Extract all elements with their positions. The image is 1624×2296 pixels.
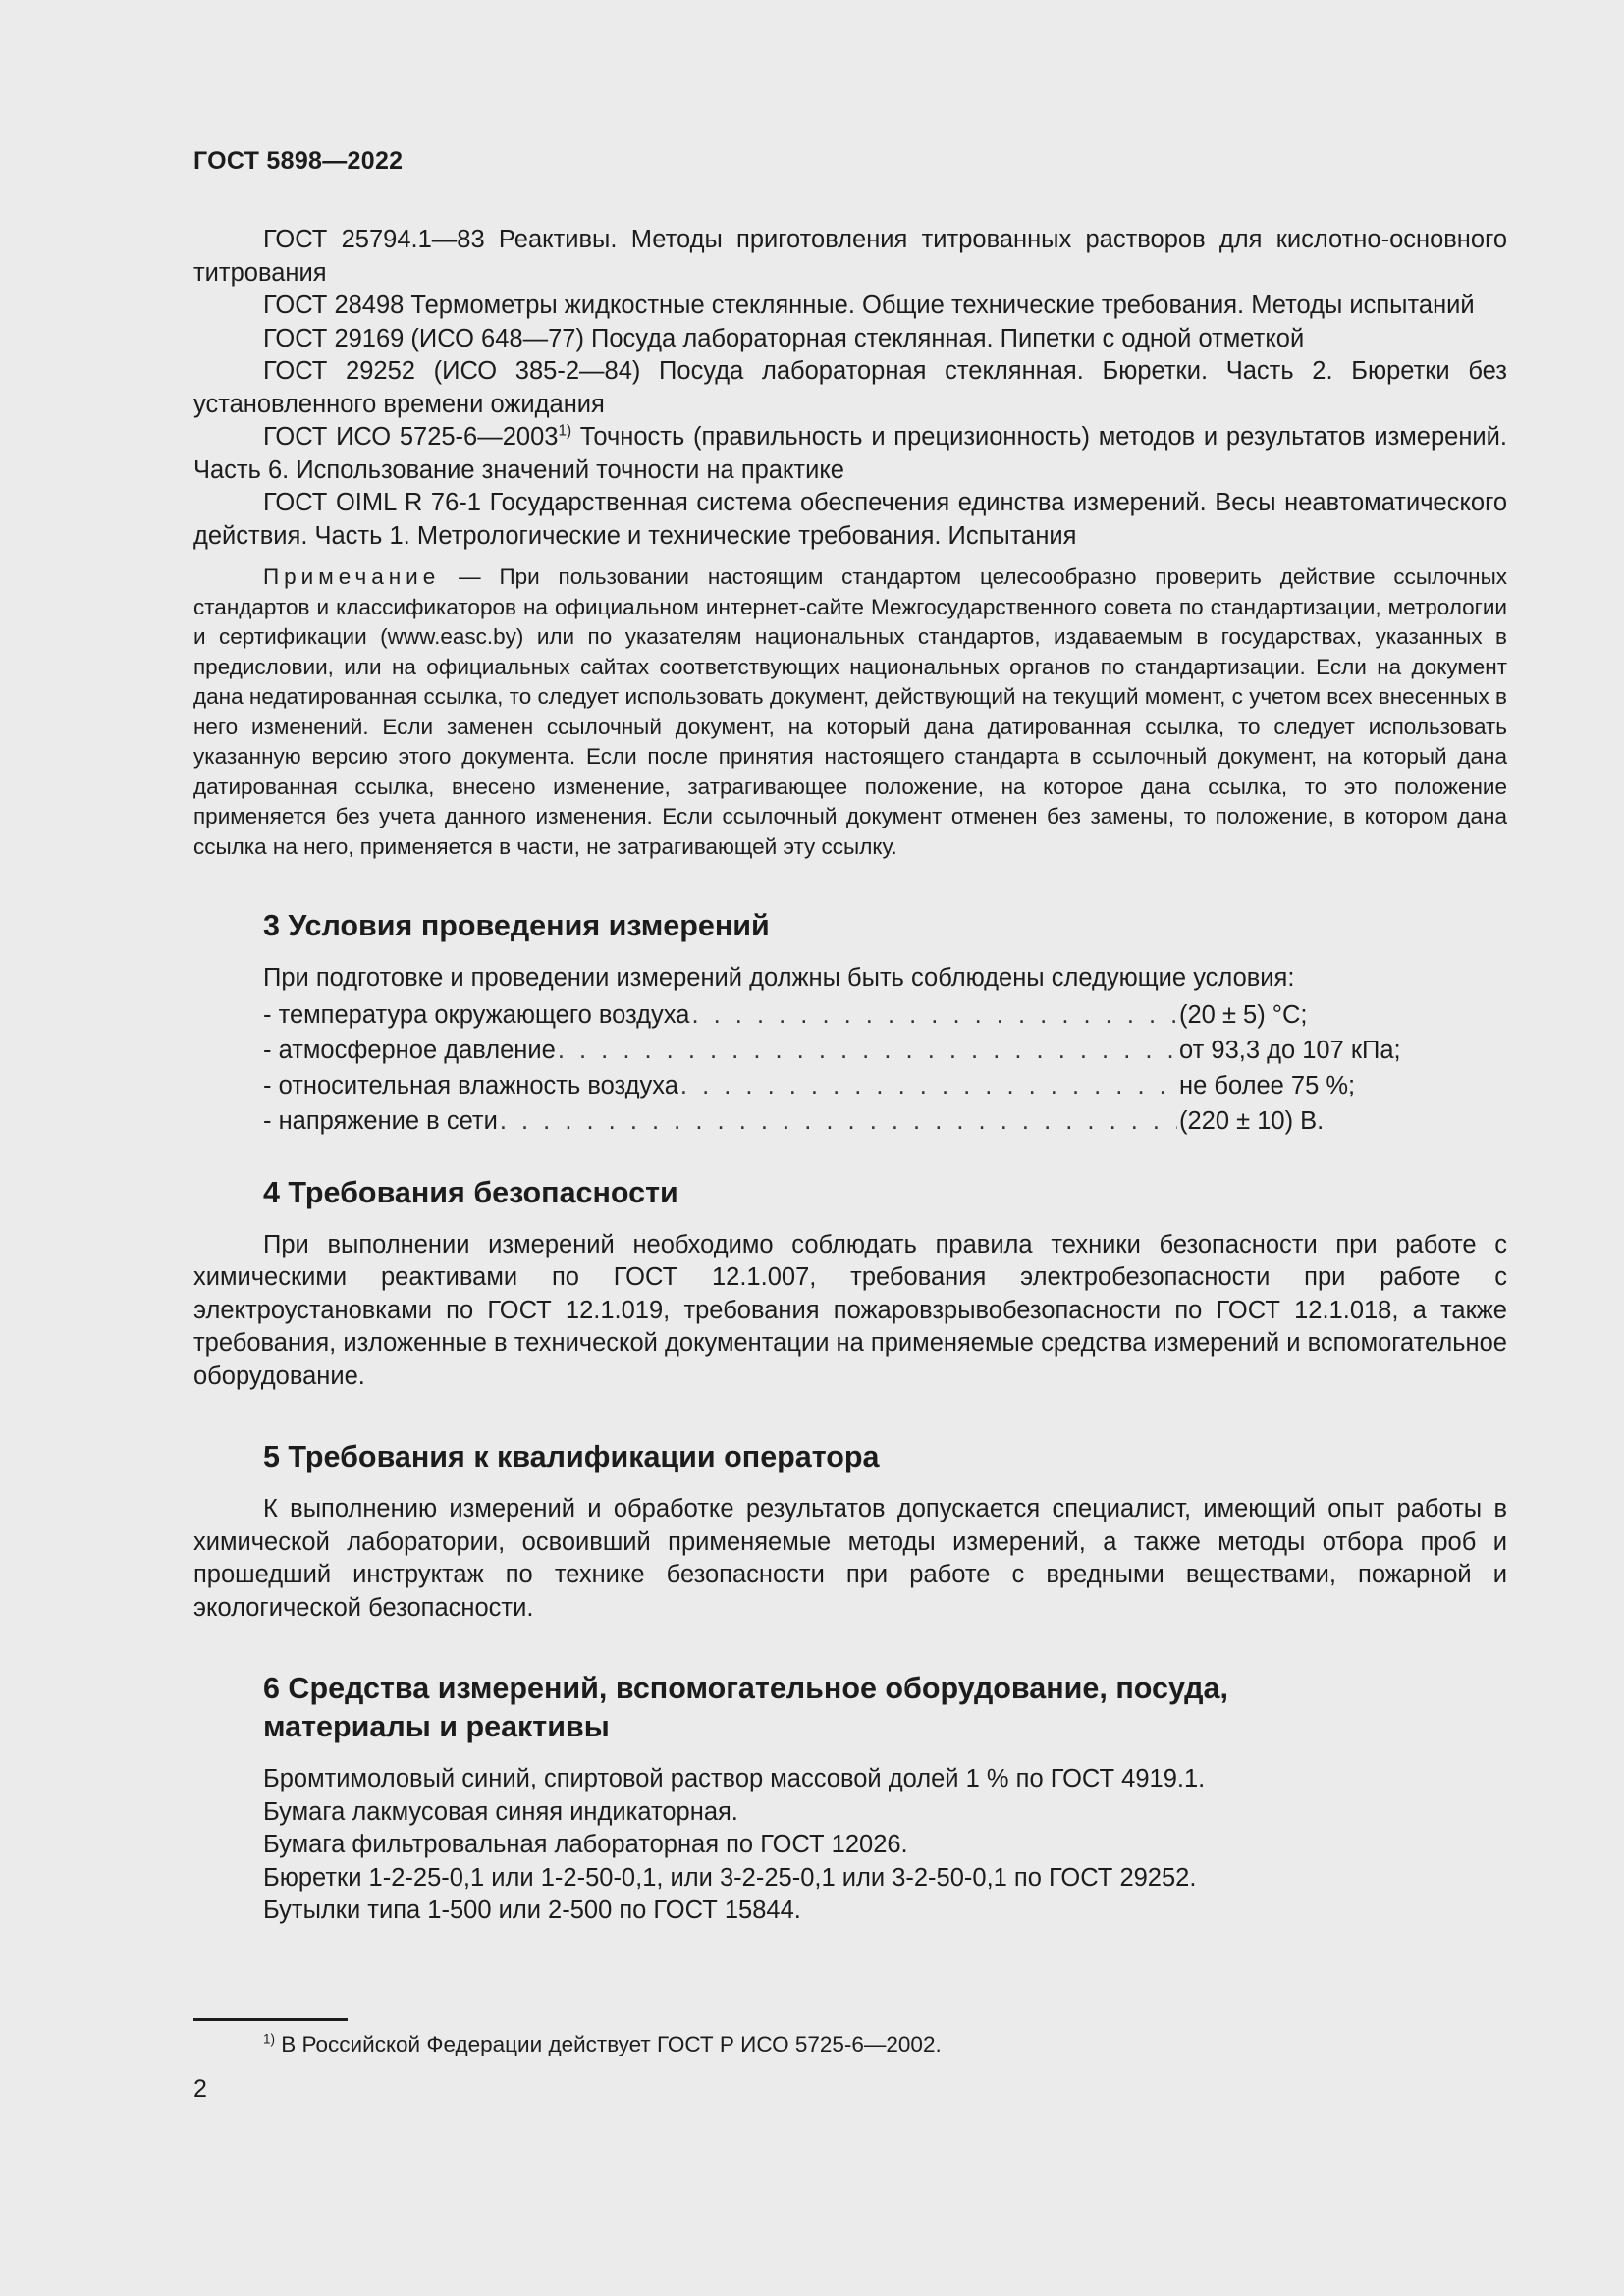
section-heading-3: 3 Условия проведения измерений	[263, 909, 770, 942]
condition-value: (220 ± 10) В.	[1179, 1106, 1325, 1135]
reference-entry: ГОСТ 25794.1—83 Реактивы. Методы приготовления титрованных растворов для кислотно-основного титрования	[193, 226, 1507, 287]
footnote-ref[interactable]: 1)	[558, 422, 572, 440]
material-item: Бюретки 1-2-25-0,1 или 1-2-50-0,1, или 3-2-25-0,1 или 3-2-50-0,1 по ГОСТ 29252.	[263, 1863, 1197, 1892]
footnote-text: В Российской Федерации действует ГОСТ Р ИСО 5725-6—2002.	[275, 2032, 942, 2056]
section-heading-4: 4 Требования безопасности	[263, 1175, 678, 1209]
note-text: — При пользовании настоящим стандартом целесообразно проверить действие ссылочных стандартов и классификаторов на официальном интернет-сайте Межгосударственного совета по стандартизации, метрологии и сертификации (www.easc.by) или по указателям национальных стандартов, издаваемым в государствах, указанных в предисловии, или на официальных сайтах соответствующих национальных органов по стандартизации. Если на документ дана недатированная ссылка, то следует использовать документ, действующий на текущий момент, с учетом всех внесенных в него изменений. Если заменен ссылочный документ, на который дана датированная ссылка, то следует использовать указанную версию этого документа. Если после принятия настоящего стандарта в ссылочный документ, на который дана датированная ссылка, внесено изменение, затрагивающее положение, на которое дана ссылка, то это положение применяется без учета данного изменения. Если ссылочный документ отменен без замены, то положение, в котором дана ссылка на него, применяется в части, не затрагивающей эту ссылку.	[193, 564, 1507, 859]
reference-entry: ГОСТ 29169 (ИСО 648—77) Посуда лабораторная стеклянная. Пипетки с одной отметкой	[263, 324, 1305, 352]
condition-row	[263, 1068, 1430, 1103]
dot-leader	[500, 1103, 1177, 1139]
condition-value: не более 75 %;	[1179, 1071, 1356, 1099]
page-content	[193, 224, 1507, 1928]
material-item: Бутылки типа 1-500 или 2-500 по ГОСТ 15844.	[263, 1896, 801, 1924]
dot-leader	[680, 1068, 1177, 1103]
dot-leader	[558, 1033, 1177, 1068]
footnote-divider	[193, 2018, 348, 2021]
condition-label: - относительная влажность воздуха	[263, 1071, 678, 1099]
page-number: 2	[193, 2075, 207, 2103]
condition-row	[263, 1033, 1430, 1068]
section-5-text: К выполнению измерений и обработке результатов допускается специалист, имеющий опыт работы в химической лаборатории, освоивший применяемые методы измерений, а также методы отбора проб и прошедший инструктаж по технике безопасности при работе с вредными веществами, пожарной и экологической безопасности.	[193, 1495, 1507, 1622]
material-item: Бумага лакмусовая синяя индикаторная.	[263, 1797, 738, 1826]
condition-value: от 93,3 до 107 кПа;	[1179, 1036, 1401, 1064]
section-heading-6	[193, 1670, 1507, 1746]
condition-label: - температура окружающего воздуха	[263, 1000, 690, 1029]
conditions-list	[263, 997, 1430, 1139]
section-heading-5: 5 Требования к квалификации оператора	[263, 1440, 880, 1473]
reference-title: Точность (правильность и прецизионность) методов и результатов измерений. Часть 6. Использование значений точности на практике	[193, 423, 1507, 484]
condition-row	[263, 1103, 1430, 1139]
condition-row	[263, 997, 1430, 1033]
reference-code: ГОСТ ИСО 5725-6—2003	[263, 423, 559, 451]
note-paragraph	[193, 562, 1507, 862]
footnote	[263, 2030, 942, 2059]
section-heading-6-line2: материалы и реактивы	[263, 1710, 610, 1743]
reference-entry: ГОСТ 28498 Термометры жидкостные стеклянные. Общие технические требования. Методы испытаний	[263, 292, 1475, 319]
note-label: Примечание	[263, 564, 441, 589]
section-4-text: При выполнении измерений необходимо соблюдать правила техники безопасности при работе с химическими реактивами по ГОСТ 12.1.007, требования электробезопасности при работе с электроустановками по ГОСТ 12.1.019, требования пожаровзрывобезопасности по ГОСТ 12.1.018, а также требования, изложенные в технической документации на применяемые средства измерений и вспомогательное оборудование.	[193, 1230, 1507, 1390]
conditions-intro: При подготовке и проведении измерений должны быть соблюдены следующие условия:	[263, 964, 1295, 991]
reference-entry: ГОСТ 29252 (ИСО 385-2—84) Посуда лабораторная стеклянная. Бюретки. Часть 2. Бюретки без установленного времени ожидания	[193, 357, 1507, 418]
material-item: Бумага фильтровальная лабораторная по ГОСТ 12026.	[263, 1831, 908, 1858]
condition-value: (20 ± 5) °C;	[1179, 1000, 1308, 1029]
section-heading-6-line1: 6 Средства измерений, вспомогательное оборудование, посуда,	[263, 1672, 1228, 1705]
materials-list	[263, 1763, 1507, 1928]
reference-entry: ГОСТ OIML R 76-1 Государственная система обеспечения единства измерений. Весы неавтоматического действия. Часть 1. Метрологические и технические требования. Испытания	[193, 489, 1507, 550]
condition-label: - атмосферное давление	[263, 1036, 556, 1064]
condition-label: - напряжение в сети	[263, 1106, 498, 1135]
running-header: ГОСТ 5898—2022	[193, 147, 404, 175]
dot-leader	[691, 997, 1177, 1033]
footnote-mark: 1)	[263, 2031, 276, 2047]
material-item: Бромтимоловый синий, спиртовой раствор массовой долей 1 % по ГОСТ 4919.1.	[263, 1765, 1206, 1792]
reference-entry	[193, 421, 1507, 487]
